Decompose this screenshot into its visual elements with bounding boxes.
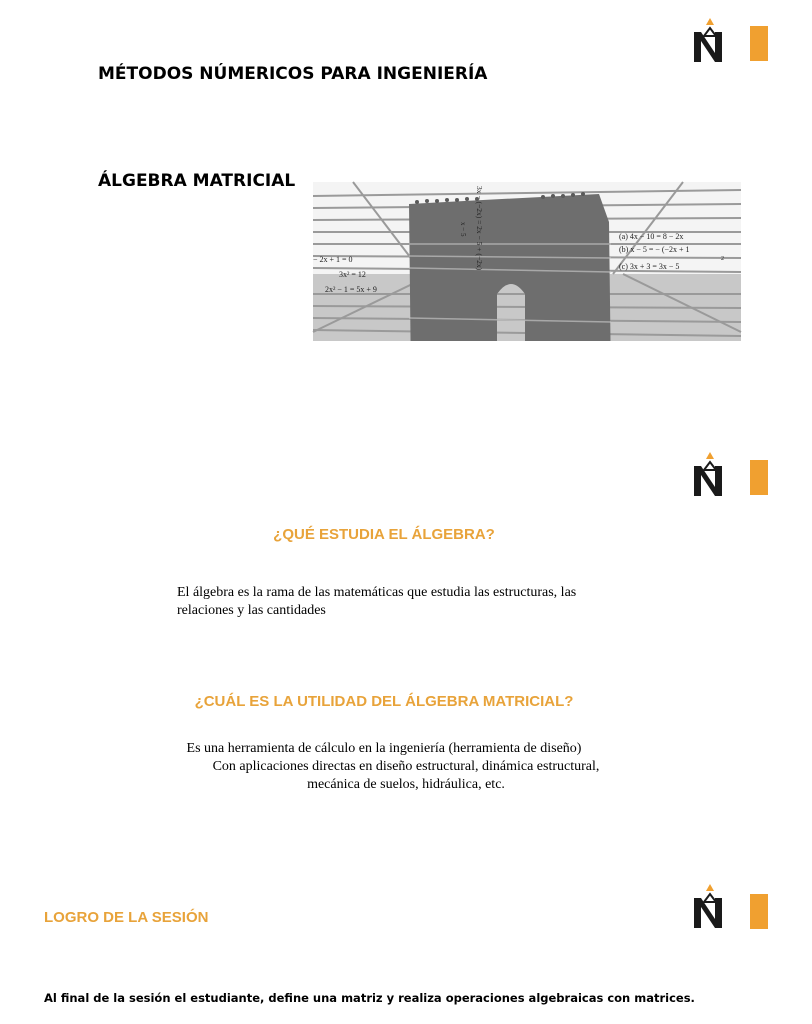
equation-left-1: − 2x + 1 = 0: [313, 255, 353, 264]
answer-2-line-2: Con aplicaciones directas en diseño estructural, dinámica estructural,: [212, 759, 600, 774]
equation-left-2: 3x² = 12: [339, 270, 366, 279]
question-utility-matrix-algebra: ¿CUÁL ES LA UTILIDAD DEL ÁLGEBRA MATRICIAL?: [194, 693, 574, 710]
accent-bar: [750, 26, 768, 61]
slide-algebra-questions: [0, 341, 768, 682]
answer-1-line-1: El álgebra es la rama de las matemáticas que estudia las estructuras, las: [177, 585, 577, 600]
equation-right-3: 2: [721, 256, 724, 262]
equation-right-2: (b) x − 5 = − (−2x + 1: [619, 245, 690, 254]
topic-title: ÁLGEBRA MATRICIAL: [98, 171, 296, 191]
question-what-studies-algebra: ¿QUÉ ESTUDIA EL ÁLGEBRA?: [273, 526, 495, 543]
university-logo-icon: [690, 884, 730, 930]
slide-title: [0, 0, 768, 341]
university-logo-icon: [690, 452, 730, 498]
answer-2-line-3: mecánica de suelos, hidráulica, etc.: [307, 777, 505, 792]
session-goal-heading: LOGRO DE LA SESIÓN: [44, 909, 209, 926]
equation-left-3: 2x² − 1 = 5x + 9: [325, 285, 377, 294]
accent-bar: [750, 894, 768, 929]
equation-right-1: (a) 4x − 10 = 8 − 2x: [619, 232, 684, 241]
slide-session-goal: [0, 812, 768, 1024]
answer-2-line-1: Es una herramienta de cálculo en la ingeniería (herramienta de diseño): [186, 741, 582, 756]
equation-right-4: (c) 3x + 3 = 3x − 5: [619, 262, 680, 271]
answer-1-line-2: relaciones y las cantidades: [177, 603, 326, 618]
course-title: MÉTODOS NÚMERICOS PARA INGENIERÍA: [98, 64, 488, 84]
slide-utility-section: [0, 682, 768, 812]
university-logo-icon: [690, 18, 730, 64]
session-goal-statement: Al final de la sesión el estudiante, define una matriz y realiza operaciones algebraicas con matrices.: [44, 991, 695, 1005]
equation-vertical: 3x − (−2x) = 2x − 5 + (−2x): [475, 186, 484, 271]
accent-bar: [750, 460, 768, 495]
equation-vertical-small: x − 5: [459, 222, 467, 237]
